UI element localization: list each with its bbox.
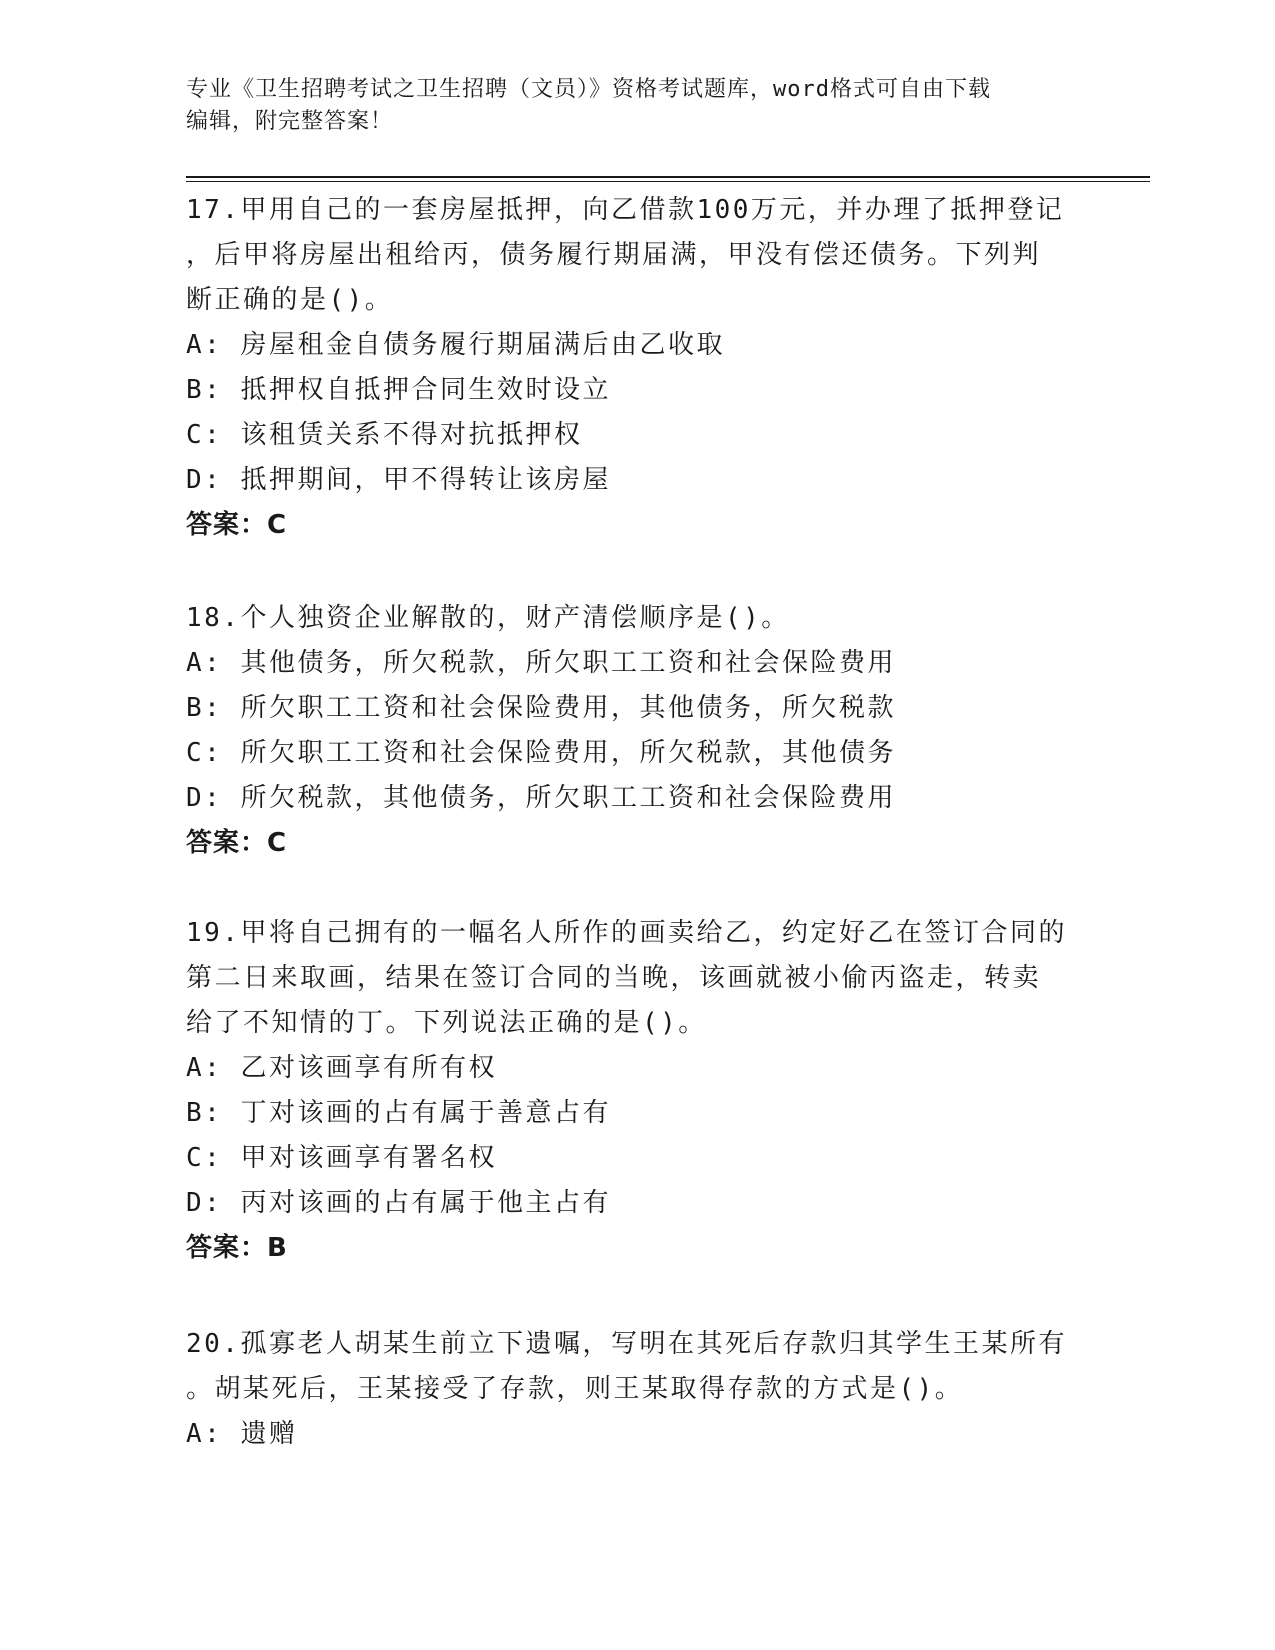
option-d: D: 抵押期间，甲不得转让该房屋 [186,465,611,495]
option-d: D: 丙对该画的占有属于他主占有 [186,1188,611,1218]
header-divider-thin [186,181,1150,182]
option-b: B: 所欠职工工资和社会保险费用，其他债务，所欠税款 [186,693,896,723]
option-a: A: 遗赠 [186,1419,298,1449]
question-stem: 18.个人独资企业解散的，财产清偿顺序是()。 [186,603,790,633]
question-stem: ，后甲将房屋出租给丙，债务履行期届满，甲没有偿还债务。下列判 [186,240,1042,270]
option-c: C: 所欠职工工资和社会保险费用，所欠税款，其他债务 [186,738,896,768]
option-a: A: 乙对该画享有所有权 [186,1053,497,1083]
option-d: D: 所欠税款，其他债务，所欠职工工资和社会保险费用 [186,783,896,813]
question-stem: 给了不知情的丁。下列说法正确的是()。 [186,1008,707,1038]
option-c: C: 甲对该画享有署名权 [186,1143,497,1173]
question-stem: 20.孤寡老人胡某生前立下遗嘱，写明在其死后存款归其学生王某所有 [186,1329,1067,1359]
header-divider [186,176,1150,178]
question-20 [186,1322,1086,1457]
question-stem: 17.甲用自己的一套房屋抵押，向乙借款100万元，并办理了抵押登记 [186,195,1065,225]
option-a: A: 其他债务，所欠税款，所欠职工工资和社会保险费用 [186,648,896,678]
answer: 答案：C [186,510,288,540]
document-header [186,74,1076,138]
question-18 [186,596,1086,866]
option-a: A: 房屋租金自债务履行期届满后由乙收取 [186,330,725,360]
answer: 答案：C [186,828,288,858]
option-b: B: 丁对该画的占有属于善意占有 [186,1098,611,1128]
question-stem: 。胡某死后，王某接受了存款，则王某取得存款的方式是()。 [186,1374,964,1404]
option-b: B: 抵押权自抵押合同生效时设立 [186,375,611,405]
question-stem: 第二日来取画，结果在签订合同的当晚，该画就被小偷丙盗走，转卖 [186,963,1042,993]
question-17 [186,188,1086,548]
question-19 [186,911,1086,1271]
answer: 答案：B [186,1233,288,1263]
header-line: 编辑，附完整答案！ [186,109,394,134]
header-line: 专业《卫生招聘考试之卫生招聘（文员）》资格考试题库，word格式可自由下载 [186,77,991,102]
question-stem: 断正确的是()。 [186,285,394,315]
question-stem: 19.甲将自己拥有的一幅名人所作的画卖给乙，约定好乙在签订合同的 [186,918,1067,948]
option-c: C: 该租赁关系不得对抗抵押权 [186,420,583,450]
